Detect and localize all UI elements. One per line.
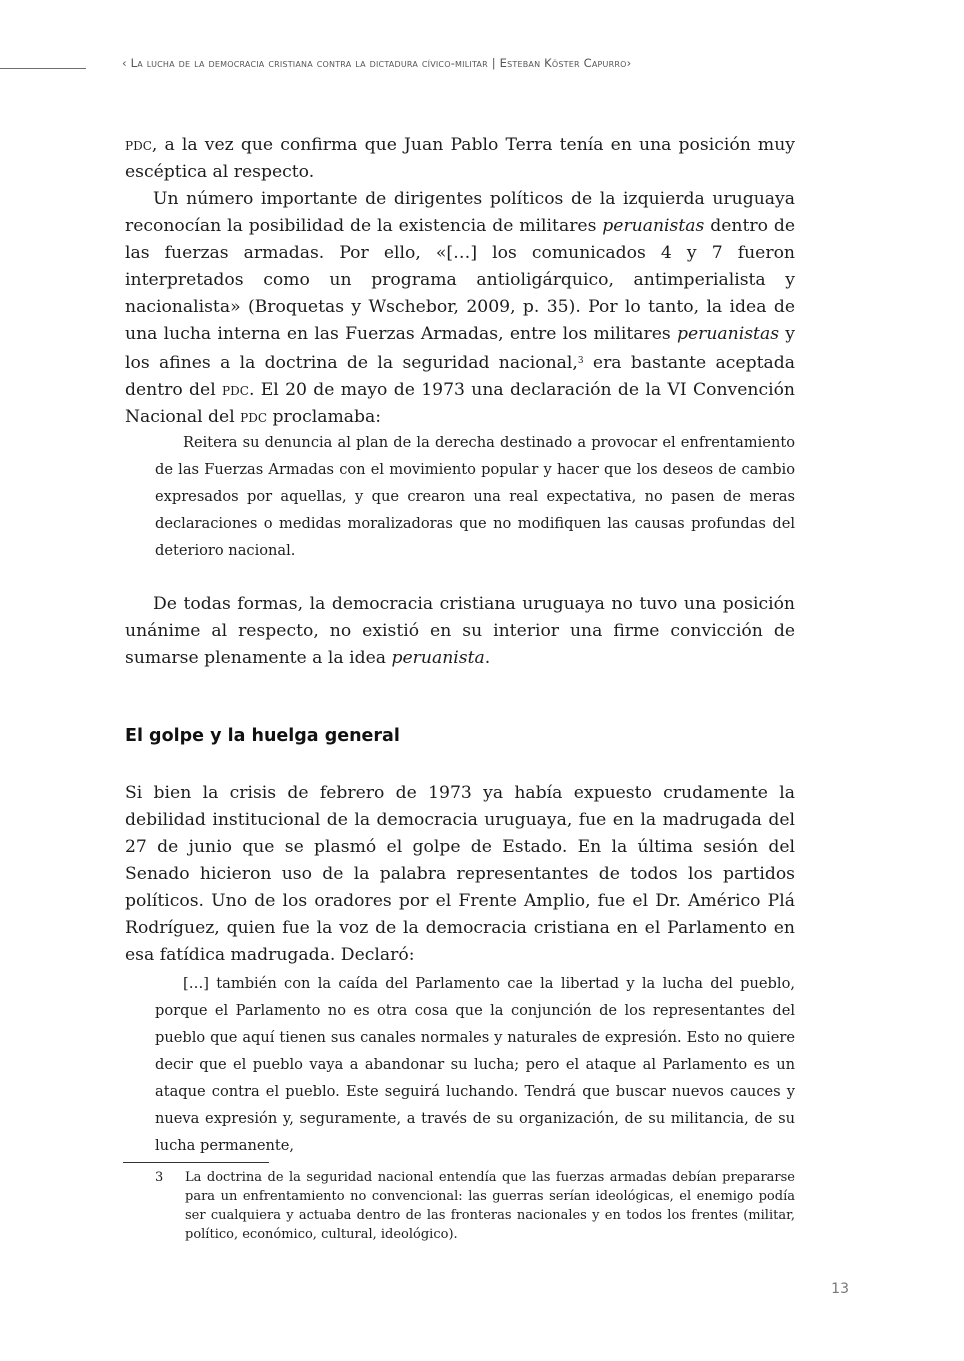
block-quote-2 <box>155 970 795 1159</box>
paragraph-text: proclamaba: <box>267 407 382 427</box>
page-number: 13 <box>831 1281 849 1297</box>
quote-text: […] también con la caída del Parlamento cae la libertad y la lucha del pueblo, porque el Parlamento no es otra cosa que la conjunción de los representantes del pueblo que aquí tienen sus canales normales y naturales de expresión. Esto no quiere decir que el pueblo vaya a abandonar su lucha; pero el ataque al Parlamento es un ataque contra el pueblo. Este seguirá luchando. Tendrá que buscar nuevos cauces y nueva expresión y, seguramente, a través de su organización, de su militancia, de su lucha permanente, <box>155 975 795 1154</box>
abbr-pdc: pdc <box>222 380 249 400</box>
quote-text: Reitera su denuncia al plan de la derecha destinado a provocar el enfrentamiento de las Fuerzas Armadas con el movimiento popular y hacer que los deseos de cambio expresados por aquellas, y que crearon una real expectativa, no pasen de meras declaraciones o medidas moralizadoras que no modifiquen las causas profundas del deterioro nacional. <box>155 434 795 559</box>
body-paragraph-1 <box>125 132 795 186</box>
body-paragraph-2 <box>125 186 795 431</box>
running-head-close: › <box>626 56 632 70</box>
section-heading: El golpe y la huelga general <box>125 726 400 746</box>
running-head-author: Esteban Köster Capurro <box>499 56 627 70</box>
italic-term: peruanistas <box>676 324 780 344</box>
paragraph-text: dentro de las fuerzas armadas. Por ello, «[…] los comunicados 4 y 7 fueron interpretados como un programa antioligárquico, antimperialista y nacionalista» (Broquetas y Wschebor, 2009, p. 35). Por lo tanto, la idea de una lucha interna en las Fuerzas Armadas, entre los militares <box>125 216 795 344</box>
footnote-rule <box>123 1162 269 1163</box>
footnote-text: La doctrina de la seguridad nacional entendía que las fuerzas armadas debían prepararse para un enfrentamiento no convencional: las guerras serían ideológicas, el enemigo podía ser cualquiera y actuaba dentro de las fronteras nacionales y en todos los frentes (militar, político, económico, cultural, ideológico). <box>185 1170 795 1242</box>
footnote <box>155 1168 795 1244</box>
footnote-reference[interactable]: 3 <box>577 356 584 366</box>
paragraph-text: era bastante aceptada dentro del <box>125 353 795 400</box>
header-rule <box>0 68 86 69</box>
paragraph-text: Un número importante de dirigentes políticos de la izquierda uruguaya reconocían la posibilidad de la existencia de militares <box>125 189 795 236</box>
body-paragraph-4: Si bien la crisis de febrero de 1973 ya había expuesto crudamente la debilidad institucional de la democracia uruguaya, fue en la madrugada del 27 de junio que se plasmó el golpe de Estado. En la última sesión del Senado hicieron uso de la palabra representantes de todos los partidos políticos. Uno de los oradores por el Frente Amplio, fue el Dr. Américo Plá Rodríguez, quien fue la voz de la democracia cristiana en el Parlamento en esa fatídica madrugada. Declaró: <box>125 783 795 965</box>
block-quote-1 <box>155 429 795 564</box>
running-head-separator: | <box>491 56 496 70</box>
running-head-open: ‹ <box>122 56 127 70</box>
running-head <box>122 56 822 70</box>
body-paragraph-3 <box>125 591 795 672</box>
footnote-number: 3 <box>155 1170 164 1185</box>
paragraph-text: y los afines a la doctrina de la seguridad nacional, <box>125 324 795 373</box>
italic-term: peruanista <box>391 648 485 668</box>
paragraph-text: . <box>484 648 491 668</box>
running-head-title: La lucha de la democracia cristiana contra la dictadura cívico-militar <box>130 56 488 70</box>
paragraph-text: . El 20 de mayo de 1973 una declaración de la VI Convención Nacional del <box>125 380 796 427</box>
abbr-pdc: pdc <box>125 135 152 155</box>
paragraph-text: De todas formas, la democracia cristiana uruguaya no tuvo una posición unánime al respecto, no existió en su interior una firme convicción de sumarse plenamente a la idea <box>125 594 795 668</box>
paragraph-text: , a la vez que confirma que Juan Pablo Terra tenía en una posición muy escéptica al respecto. <box>125 135 795 182</box>
abbr-pdc: pdc <box>240 407 268 427</box>
italic-term: peruanistas <box>602 216 705 236</box>
